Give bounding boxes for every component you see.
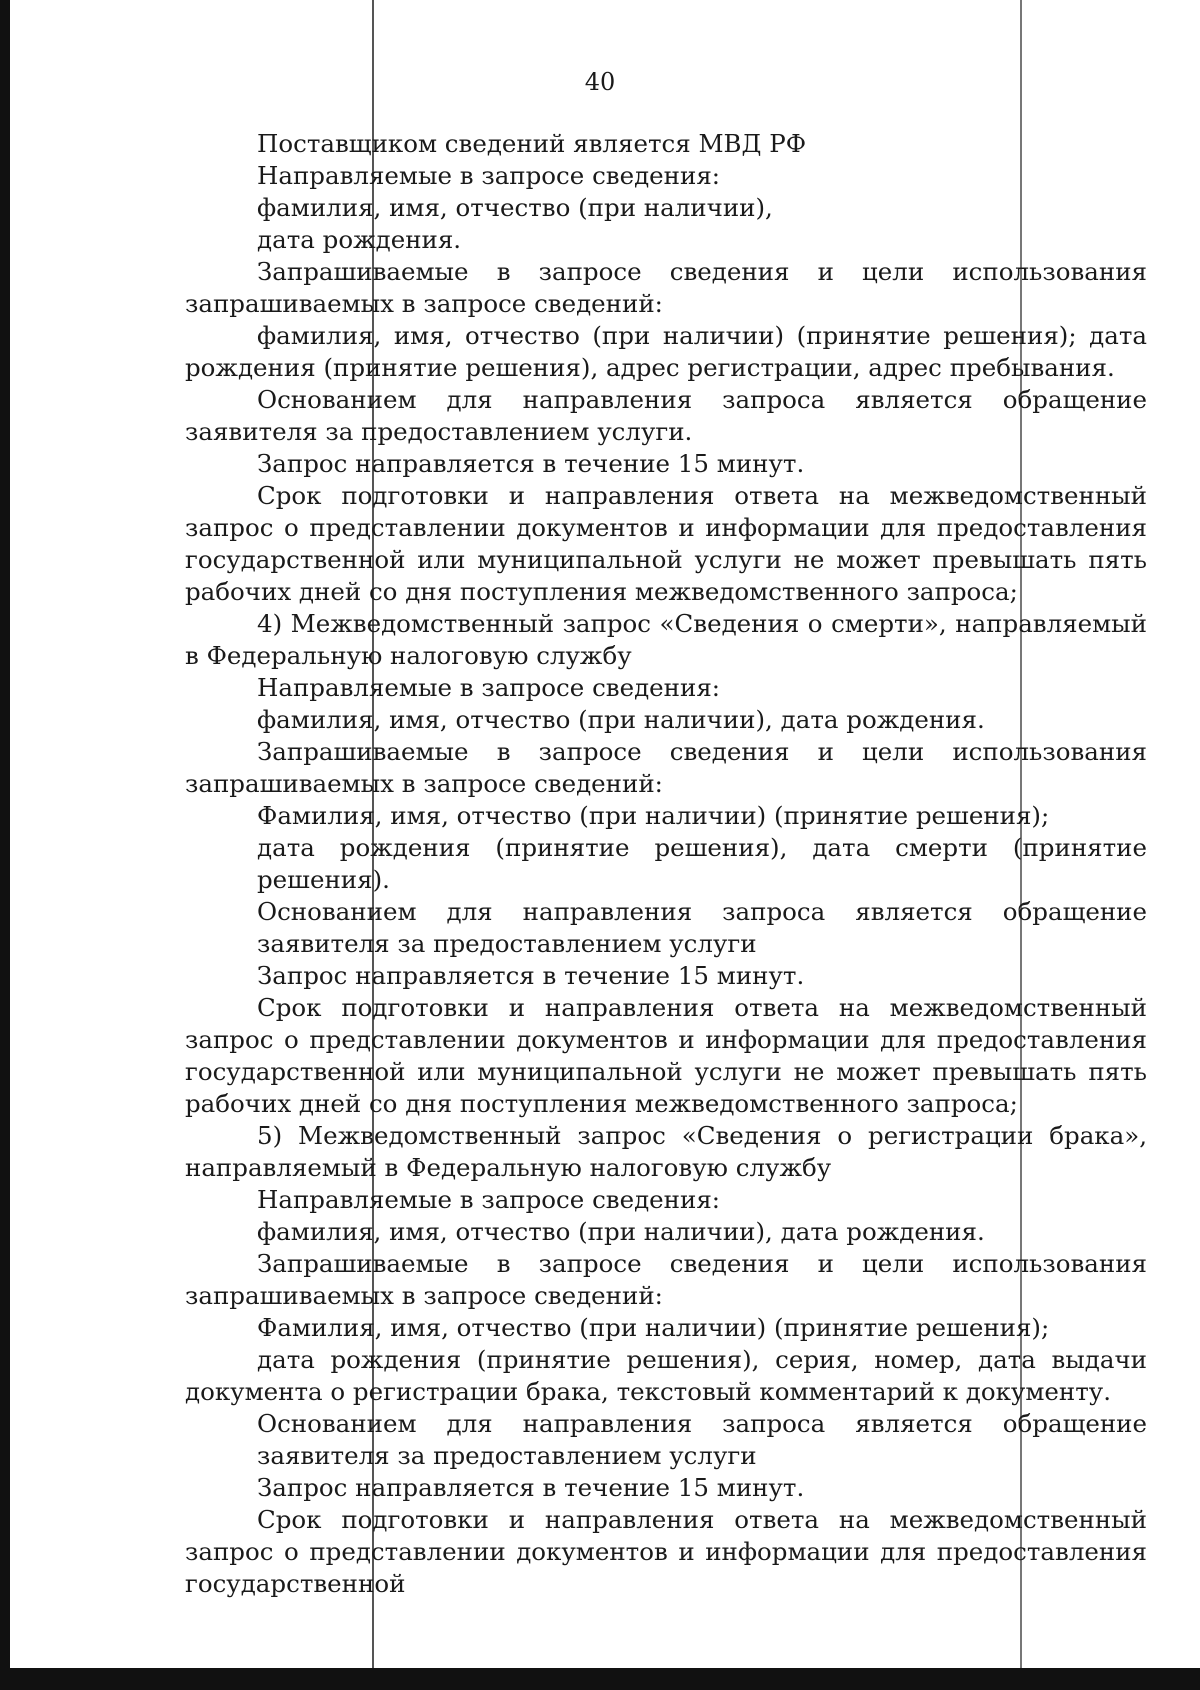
paragraph: Направляемые в запросе сведения: — [257, 161, 721, 190]
paragraph: 4) Межведомственный запрос «Сведения о смерти», направляемый в Федеральную налоговую службу — [185, 609, 1147, 670]
paragraph: фамилия, имя, отчество (при наличии), дата рождения. — [257, 705, 985, 734]
paragraph: Запрос направляется в течение 15 минут. — [257, 1473, 805, 1502]
paragraph: Запрос направляется в течение 15 минут. — [257, 961, 805, 990]
paragraph: Основанием для направления запроса является обращение заявителя за предоставлением услуги — [257, 897, 1147, 958]
paragraph: Основанием для направления запроса является обращение заявителя за предоставлением услуги. — [185, 385, 1147, 446]
paragraph: Запрашиваемые в запросе сведения и цели использования запрашиваемых в запросе сведений: — [185, 257, 1147, 318]
scan-left-border — [0, 0, 10, 1690]
paragraph: Срок подготовки и направления ответа на межведомственный запрос о представлении документов и информации для предоставления государственной или муниципальной услуги не может превышать пять рабочих дней со дня поступления межведомственного запроса; — [185, 481, 1147, 606]
paragraph: Направляемые в запросе сведения: — [257, 1185, 721, 1214]
paragraph: Запрашиваемые в запросе сведения и цели использования запрашиваемых в запросе сведений: — [185, 1249, 1147, 1310]
paragraph: Запрашиваемые в запросе сведения и цели использования запрашиваемых в запросе сведений: — [185, 737, 1147, 798]
paragraph: фамилия, имя, отчество (при наличии), — [257, 193, 773, 222]
paragraph: Срок подготовки и направления ответа на межведомственный запрос о представлении документов и информации для предоставления государственной или муниципальной услуги не может превышать пять рабочих дней со дня поступления межведомственного запроса; — [185, 993, 1147, 1118]
paragraph: Запрос направляется в течение 15 минут. — [257, 449, 805, 478]
paragraph: 5) Межведомственный запрос «Сведения о регистрации брака», направляемый в Федеральную налоговую службу — [185, 1121, 1147, 1182]
paragraph: фамилия, имя, отчество (при наличии), дата рождения. — [257, 1217, 985, 1246]
paragraph: Фамилия, имя, отчество (при наличии) (принятие решения); — [257, 801, 1050, 830]
paragraph: дата рождения (принятие решения), дата смерти (принятие решения). — [257, 833, 1147, 894]
paragraph: Направляемые в запросе сведения: — [257, 673, 721, 702]
document-body — [185, 128, 1147, 1600]
scan-bottom-border — [0, 1668, 1200, 1690]
paragraph: Поставщиком сведений является МВД РФ — [257, 129, 807, 158]
paragraph: Основанием для направления запроса является обращение заявителя за предоставлением услуги — [257, 1409, 1147, 1470]
paragraph: Срок подготовки и направления ответа на межведомственный запрос о представлении документов и информации для предоставления государственной — [185, 1505, 1147, 1598]
paragraph: дата рождения. — [257, 225, 462, 254]
paragraph: дата рождения (принятие решения), серия, номер, дата выдачи документа о регистрации брака, текстовый комментарий к документу. — [185, 1345, 1147, 1406]
page-number: 40 — [584, 68, 616, 96]
paragraph: фамилия, имя, отчество (при наличии) (принятие решения); дата рождения (принятие решения), адрес регистрации, адрес пребывания. — [185, 321, 1147, 382]
paragraph: Фамилия, имя, отчество (при наличии) (принятие решения); — [257, 1313, 1050, 1342]
